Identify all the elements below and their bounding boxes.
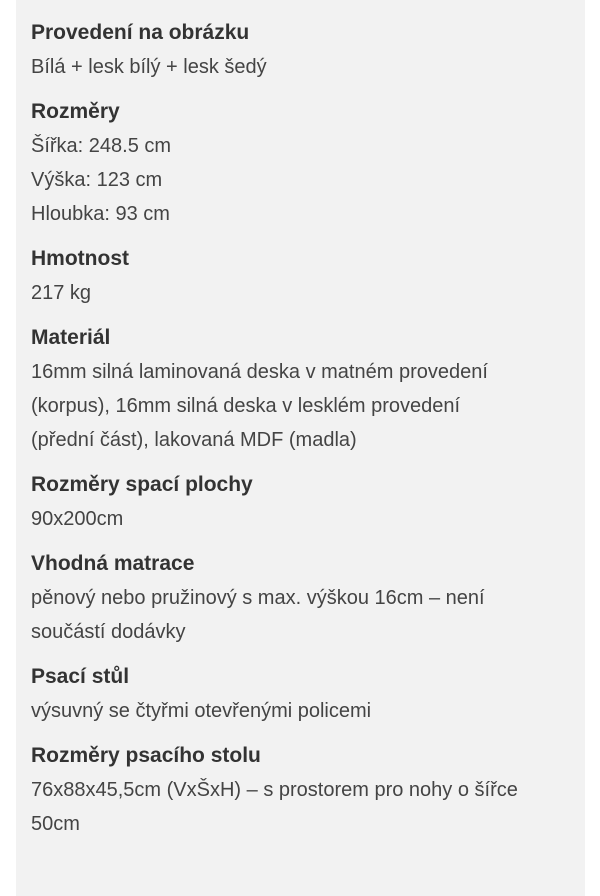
spec-value-weight: 217 kg	[31, 282, 92, 304]
spec-mattress	[31, 547, 571, 649]
spec-value-material-line-3: (přední část), lakovaná MDF (madla)	[31, 429, 357, 451]
spec-weight	[31, 242, 571, 310]
spec-value-height: Výška: 123 cm	[31, 169, 163, 191]
spec-label-desk: Psací stůl	[31, 665, 130, 688]
spec-value-mattress-line-2: součástí dodávky	[31, 621, 186, 643]
spec-label-dimensions: Rozměry	[31, 100, 120, 123]
spec-value-finish: Bílá + lesk bílý + lesk šedý	[31, 56, 267, 78]
product-specs-panel	[16, 0, 585, 896]
spec-finish	[31, 16, 571, 84]
spec-label-weight: Hmotnost	[31, 247, 129, 270]
spec-value-width: Šířka: 248.5 cm	[31, 135, 172, 157]
spec-value-material-line-2: (korpus), 16mm silná deska v lesklém provedení	[31, 395, 461, 417]
spec-label-finish: Provedení na obrázku	[31, 21, 250, 44]
spec-label-sleeping-area: Rozměry spací plochy	[31, 473, 253, 496]
spec-value-desk: výsuvný se čtyřmi otevřenými policemi	[31, 700, 372, 722]
spec-value-desk-dimensions-line-1: 76x88x45,5cm (VxŠxH) – s prostorem pro nohy o šířce	[31, 779, 518, 801]
spec-label-material: Materiál	[31, 326, 111, 349]
spec-value-material-line-1: 16mm silná laminovaná deska v matném provedení	[31, 361, 488, 383]
spec-desk	[31, 660, 571, 728]
spec-label-mattress: Vhodná matrace	[31, 552, 195, 575]
spec-sleeping-area	[31, 468, 571, 536]
spec-desk-dimensions	[31, 739, 571, 841]
spec-label-desk-dimensions: Rozměry psacího stolu	[31, 744, 261, 767]
spec-material	[31, 321, 571, 457]
spec-value-desk-dimensions-line-2: 50cm	[31, 813, 80, 835]
spec-value-mattress-line-1: pěnový nebo pružinový s max. výškou 16cm – není	[31, 587, 485, 609]
spec-dimensions	[31, 95, 571, 231]
spec-value-sleeping-area: 90x200cm	[31, 508, 124, 530]
spec-value-depth: Hloubka: 93 cm	[31, 203, 170, 225]
